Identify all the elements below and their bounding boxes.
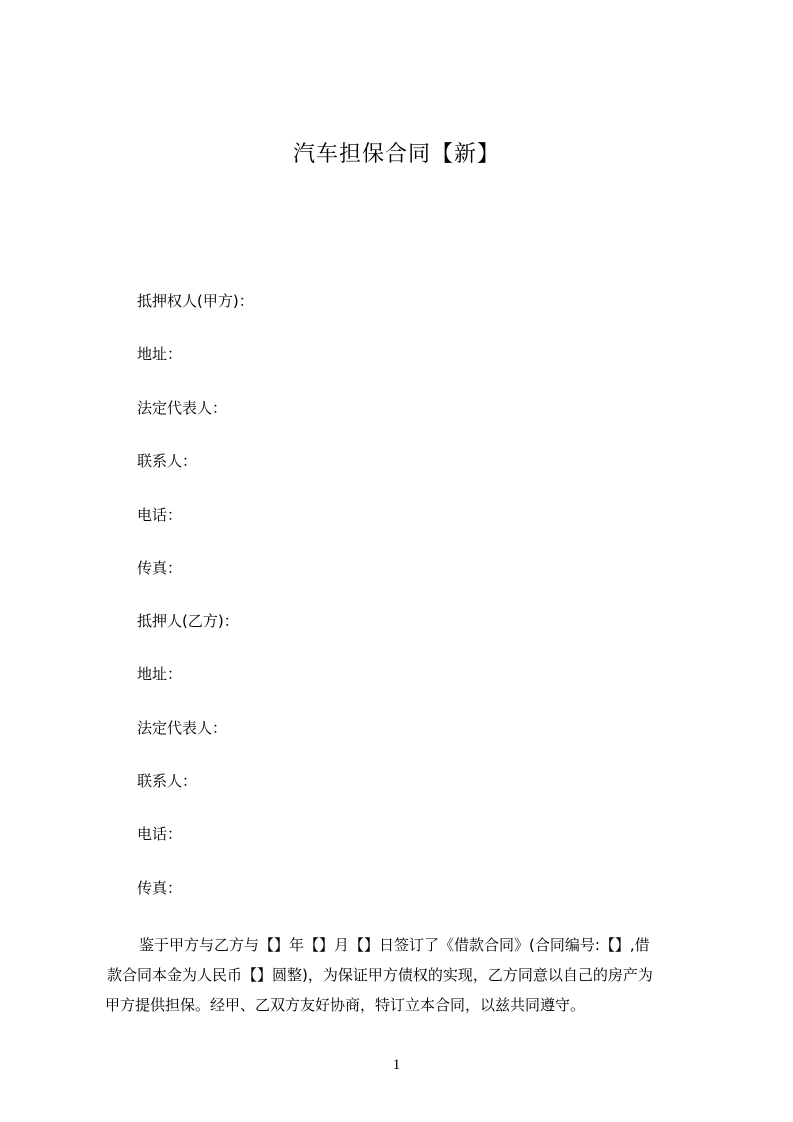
party-b-heading: 抵押人(乙方)： [137, 612, 239, 630]
party-a-contact: 联系人： [137, 452, 198, 470]
preamble-line: 鉴于甲方与乙方与【】年【】月【】日签订了《借款合同》(合同编号:【】,借 [139, 936, 650, 954]
party-a-heading: 抵押权人(甲方)： [137, 292, 254, 310]
party-b-address: 地址： [137, 665, 183, 683]
document-title: 汽车担保合同【新】 [292, 142, 500, 167]
party-a-fax: 传真： [137, 559, 183, 577]
party-a-legal-rep: 法定代表人： [137, 399, 228, 417]
preamble-line: 款合同本金为人民币【】圆整)，为保证甲方债权的实现，乙方同意以自己的房产为 [107, 966, 653, 984]
preamble-paragraph [105, 930, 695, 1020]
party-b-contact: 联系人： [137, 772, 198, 790]
page-number: 1 [392, 1057, 401, 1073]
party-a-address: 地址： [137, 345, 183, 363]
preamble-line: 甲方提供担保。经甲、乙双方友好协商，特订立本合同，以兹共同遵守。 [105, 996, 586, 1014]
party-b-phone: 电话： [137, 825, 183, 843]
party-a-phone: 电话： [137, 506, 183, 524]
party-b-legal-rep: 法定代表人： [137, 719, 228, 737]
party-b-fax: 传真： [137, 879, 183, 897]
